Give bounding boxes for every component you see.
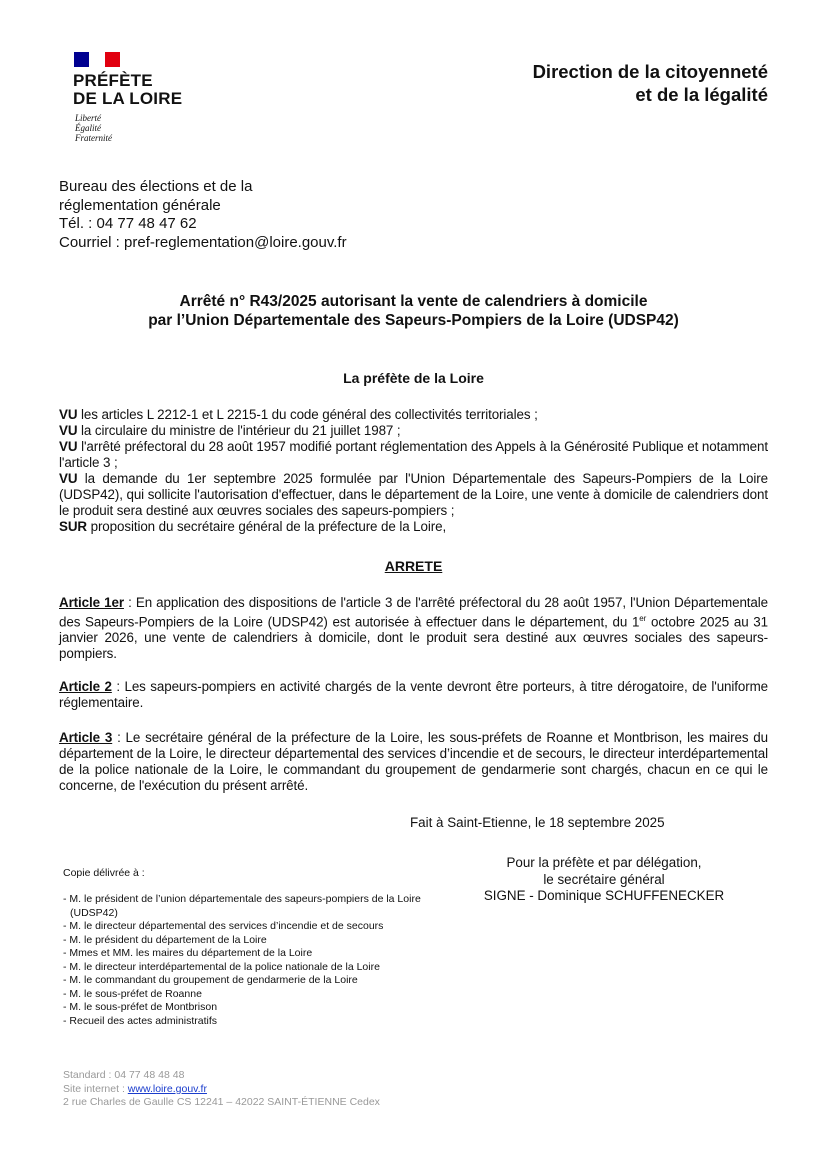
- article-label: Article 3: [59, 730, 113, 745]
- article-text: : En application des dispositions de l'article 3 de l'arrêté préfectoral du 28 août 1957, l'Union Départementale des Sapeurs-Pompiers de la Loire (UDSP42) est autorisée à effectuer dans le département, du 1: [59, 595, 768, 630]
- article-label: Article 1er: [59, 595, 124, 610]
- text: les articles L 2212-1 et L 2215-1 du code général des collectivités territoriales ;: [77, 407, 538, 422]
- consideration: [59, 471, 768, 519]
- consideration: [59, 423, 768, 439]
- place-date: Fait à Saint-Etienne, le 18 septembre 2025: [410, 815, 665, 830]
- footer-address: 2 rue Charles de Gaulle CS 12241 – 42022 SAINT-ÉTIENNE Cedex: [63, 1096, 380, 1108]
- article-text: : Le secrétaire général de la préfecture de la Loire, les sous-préfets de Roanne et Montbrison, les maires du département de la Loire, le directeur départemental des services d’incendie et de secours, le directeur interdépartemental de la police nationale de la Loire, le commandant du groupement de gendarmerie sont chargés, chacun en ce qui le concerne, de l'exécution du présent arrêté.: [59, 730, 768, 793]
- document-title: [0, 292, 827, 330]
- copies-heading: Copie délivrée à :: [63, 867, 145, 879]
- text: la demande du 1er septembre 2025 formulée par l'Union Départementale des Sapeurs-Pompiers de la Loire (UDSP42), qui sollicite l'autorisation d'effectuer, dans le département de la Loire, une vente à domicile de calendriers dont le produit sera destiné aux œuvres sociales des sapeurs-pompiers ;: [59, 471, 768, 518]
- lead: VU: [59, 439, 78, 454]
- bureau-email: Courriel : pref-reglementation@loire.gouv.fr: [59, 233, 347, 251]
- logo-line: PRÉFÈTE: [73, 71, 153, 90]
- direction-heading: [533, 60, 768, 106]
- list-item: - M. le sous-préfet de Roanne: [63, 987, 202, 1000]
- list-item: - M. le directeur départemental des services d’incendie et de secours: [63, 920, 384, 932]
- bureau-phone: Tél. : 04 77 48 47 62: [59, 215, 197, 232]
- bureau-contact: [59, 178, 347, 252]
- article-1: [59, 595, 768, 662]
- arrete-heading: ARRETE: [384, 558, 443, 574]
- logo-name: [73, 72, 182, 108]
- footer: [63, 1069, 380, 1110]
- marianne-flag-logo: [74, 52, 120, 67]
- text: la circulaire du ministre de l'intérieur du 21 juillet 1987 ;: [77, 423, 401, 438]
- lead: VU: [59, 407, 78, 422]
- direction-line: Direction de la citoyenneté: [532, 61, 768, 82]
- consideration: [59, 407, 768, 423]
- motto-line: Égalité: [75, 123, 101, 133]
- website-link[interactable]: www.loire.gouv.fr: [127, 1082, 207, 1095]
- article-text: : Les sapeurs-pompiers en activité chargés de la vente devront être porteurs, à titre dérogatoire, de l'uniforme réglementaire.: [59, 679, 768, 710]
- signature-block: [450, 855, 758, 905]
- lead: VU: [59, 471, 78, 486]
- list-item: - Mmes et MM. les maires du département de la Loire: [63, 947, 313, 959]
- motto-line: Liberté: [75, 113, 101, 123]
- list-item: - Recueil des actes administratifs: [63, 1014, 218, 1027]
- footer-site: [63, 1083, 380, 1097]
- authority-heading: La préfète de la Loire: [343, 370, 484, 386]
- signature-name: SIGNE - Dominique SCHUFFENECKER: [483, 888, 725, 903]
- article-2: [59, 679, 768, 711]
- list-item: - M. le sous-préfet de Montbrison: [63, 1001, 218, 1013]
- site-label: Site internet :: [63, 1082, 128, 1095]
- motto-line: Fraternité: [75, 133, 112, 143]
- consideration: [59, 519, 768, 535]
- lead: SUR: [59, 519, 87, 534]
- considerations: [59, 407, 768, 535]
- republic-motto: [75, 113, 112, 143]
- list-item: - M. le commandant du groupement de gendarmerie de la Loire: [63, 974, 358, 986]
- bureau-name: réglementation générale: [59, 196, 221, 214]
- list-item: - M. le président de l’union départementale des sapeurs-pompiers de la Loire (UDSP42): [63, 893, 421, 919]
- logo-line: DE LA LOIRE: [73, 89, 183, 108]
- text: l'arrêté préfectoral du 28 août 1957 modifié portant réglementation des Appels à la Générosité Publique et notamment l'article 3 ;: [59, 439, 768, 470]
- title-line: Arrêté n° R43/2025 autorisant la vente de calendriers à domicile: [179, 293, 648, 310]
- title-line: par l’Union Départementale des Sapeurs-Pompiers de la Loire (UDSP42): [148, 312, 679, 329]
- article-3: [59, 730, 768, 794]
- article-label: Article 2: [59, 679, 112, 694]
- article-text: octobre 2025 au 31 janvier 2026, une vente de calendriers à domicile, dont le produit sera destiné aux œuvres sociales des sapeurs-pompiers.: [59, 614, 768, 662]
- bureau-name: Bureau des élections et de la: [59, 178, 253, 195]
- signature-line: Pour la préfète et par délégation,: [506, 855, 702, 870]
- copies-list: [63, 893, 443, 1028]
- ordinal-sup: er: [639, 614, 647, 623]
- lead: VU: [59, 423, 78, 438]
- text: proposition du secrétaire général de la préfecture de la Loire,: [86, 519, 447, 534]
- signature-line: le secrétaire général: [543, 871, 665, 887]
- list-item: - M. le président du département de la Loire: [63, 933, 267, 946]
- direction-line: et de la légalité: [635, 84, 768, 105]
- footer-phone: Standard : 04 77 48 48 48: [63, 1069, 185, 1081]
- consideration: [59, 439, 768, 471]
- list-item: - M. le directeur interdépartemental de la police nationale de la Loire: [63, 960, 380, 973]
